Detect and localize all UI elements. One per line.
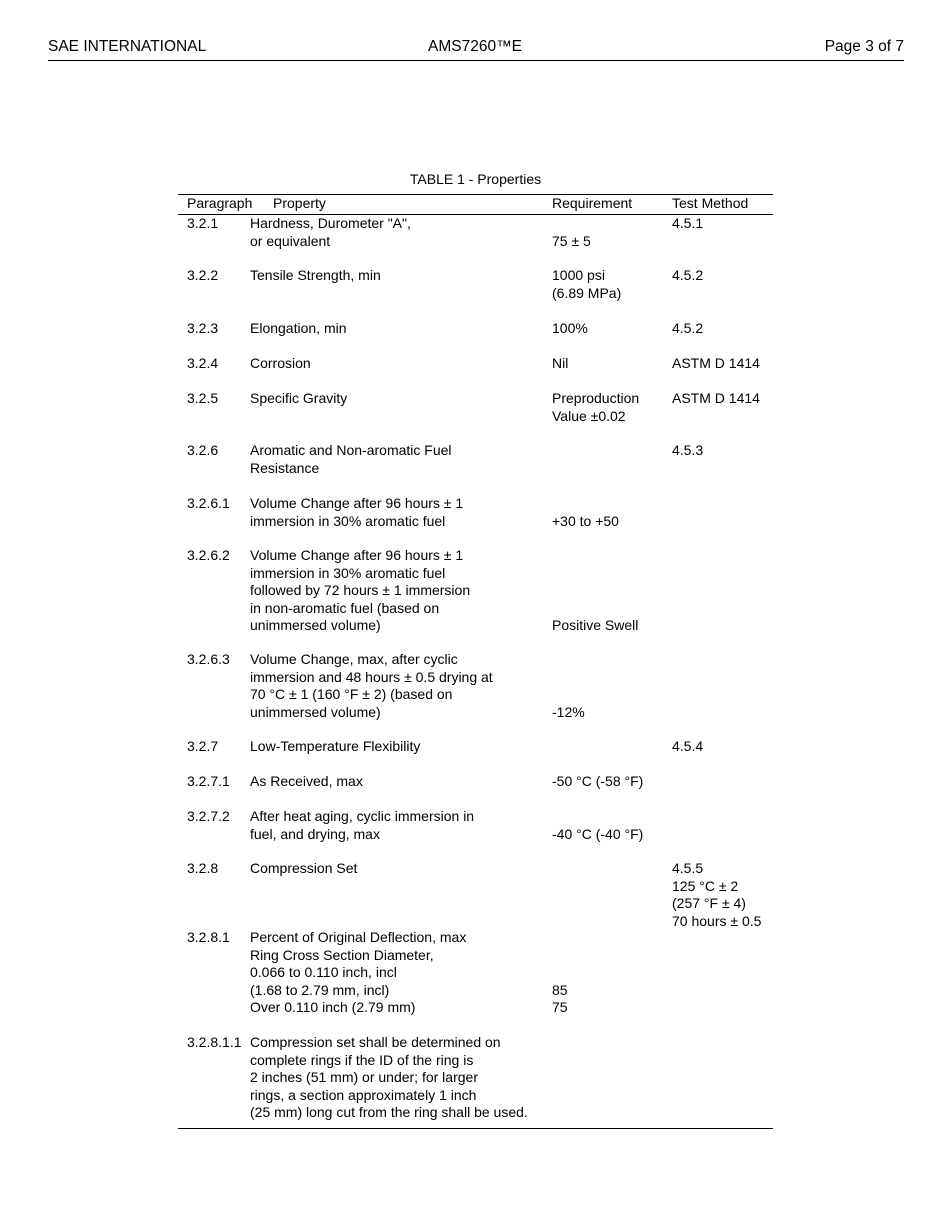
row-property: Specific Gravity [250, 390, 348, 406]
row-requirement: 75 ± 5 [552, 232, 591, 249]
row-test-method: 4.5.2 [672, 320, 704, 336]
column-header-requirement: Requirement [552, 195, 633, 211]
column-header-paragraph: Paragraph [187, 195, 253, 211]
row-paragraph: 3.2.6.2 [187, 547, 230, 563]
row-property: Aromatic and Non-aromatic Fuel Resistance [250, 442, 452, 476]
row-requirement: -12% [552, 703, 585, 720]
row-test-method: 4.5.2 [672, 267, 704, 283]
row-paragraph: 3.2.2 [187, 267, 219, 283]
row-test-method: 4.5.3 [672, 442, 704, 458]
row-test-method: ASTM D 1414 [672, 390, 760, 406]
row-property: After heat aging, cyclic immersion in fuel, and drying, max [250, 808, 475, 842]
row-paragraph: 3.2.5 [187, 390, 219, 406]
row-property: Elongation, min [250, 320, 347, 336]
properties-table [178, 194, 773, 1129]
row-requirement: Nil [552, 355, 569, 371]
row-paragraph: 3.2.8.1 [187, 929, 230, 945]
header-page-number: Page 3 of 7 [824, 38, 904, 55]
row-property: Volume Change after 96 hours ± 1 immersion in 30% aromatic fuel followed by 72 hours ± 1 immersion in non-aromatic fuel (based on unimmersed volume) [250, 547, 471, 633]
row-requirement: +30 to +50 [552, 512, 619, 529]
row-test-method: 4.5.1 [672, 215, 704, 231]
row-paragraph: 3.2.7.2 [187, 808, 230, 824]
row-paragraph: 3.2.7.1 [187, 773, 230, 789]
row-property: Compression Set [250, 860, 358, 876]
row-paragraph: 3.2.1 [187, 215, 219, 231]
table-caption: TABLE 1 - Properties [409, 171, 542, 187]
header-document-id: AMS7260™E [428, 38, 522, 55]
row-test-method: 4.5.4 [672, 738, 704, 754]
row-property: Compression set shall be determined on complete rings if the ID of the ring is 2 inches (51 mm) or under; for larger rings, a section approximately 1 inch (25 mm) long cut from the ring shall be used. [250, 1034, 528, 1120]
row-property: As Received, max [250, 773, 363, 789]
header-organization: SAE INTERNATIONAL [48, 38, 207, 55]
row-paragraph: 3.2.3 [187, 320, 219, 336]
row-property: Percent of Original Deflection, max Ring Cross Section Diameter, 0.066 to 0.110 inch, incl (1.68 to 2.79 mm, incl) Over 0.110 inch (2.79 mm) [250, 929, 467, 1015]
row-paragraph: 3.2.7 [187, 738, 219, 754]
row-property: Volume Change, max, after cyclic immersion and 48 hours ± 0.5 drying at 70 °C ± 1 (160 °F ± 2) (based on unimmersed volume) [250, 651, 493, 720]
row-paragraph: 3.2.8 [187, 860, 219, 876]
column-header-property: Property [273, 195, 326, 211]
row-paragraph: 3.2.6 [187, 442, 219, 458]
row-requirement: Positive Swell [552, 617, 639, 633]
row-paragraph: 3.2.4 [187, 355, 219, 371]
row-requirement: 100% [552, 320, 588, 336]
row-paragraph: 3.2.8.1.1 [187, 1034, 242, 1050]
table-body [178, 215, 773, 1128]
row-requirement: -50 °C (-58 °F) [552, 773, 644, 789]
row-requirement: 1000 psi (6.89 MPa) [552, 267, 622, 301]
column-header-test-method: Test Method [672, 195, 749, 211]
table-header-row [178, 195, 773, 215]
row-requirement: -40 °C (-40 °F) [552, 825, 644, 842]
row-test-method: 4.5.5 125 °C ± 2 (257 °F ± 4) 70 hours ± 0.5 [672, 860, 762, 929]
row-property: Low-Temperature Flexibility [250, 738, 421, 754]
row-property: Tensile Strength, min [250, 267, 381, 283]
row-test-method: ASTM D 1414 [672, 355, 760, 371]
row-property: Corrosion [250, 355, 311, 371]
row-property: Hardness, Durometer "A", or equivalent [250, 215, 411, 249]
row-requirement: 85 75 [552, 981, 568, 1015]
row-paragraph: 3.2.6.3 [187, 651, 230, 667]
row-requirement: Preproduction Value ±0.02 [552, 390, 640, 424]
row-paragraph: 3.2.6.1 [187, 495, 230, 511]
page-header [48, 36, 904, 61]
row-property: Volume Change after 96 hours ± 1 immersion in 30% aromatic fuel [250, 495, 464, 529]
